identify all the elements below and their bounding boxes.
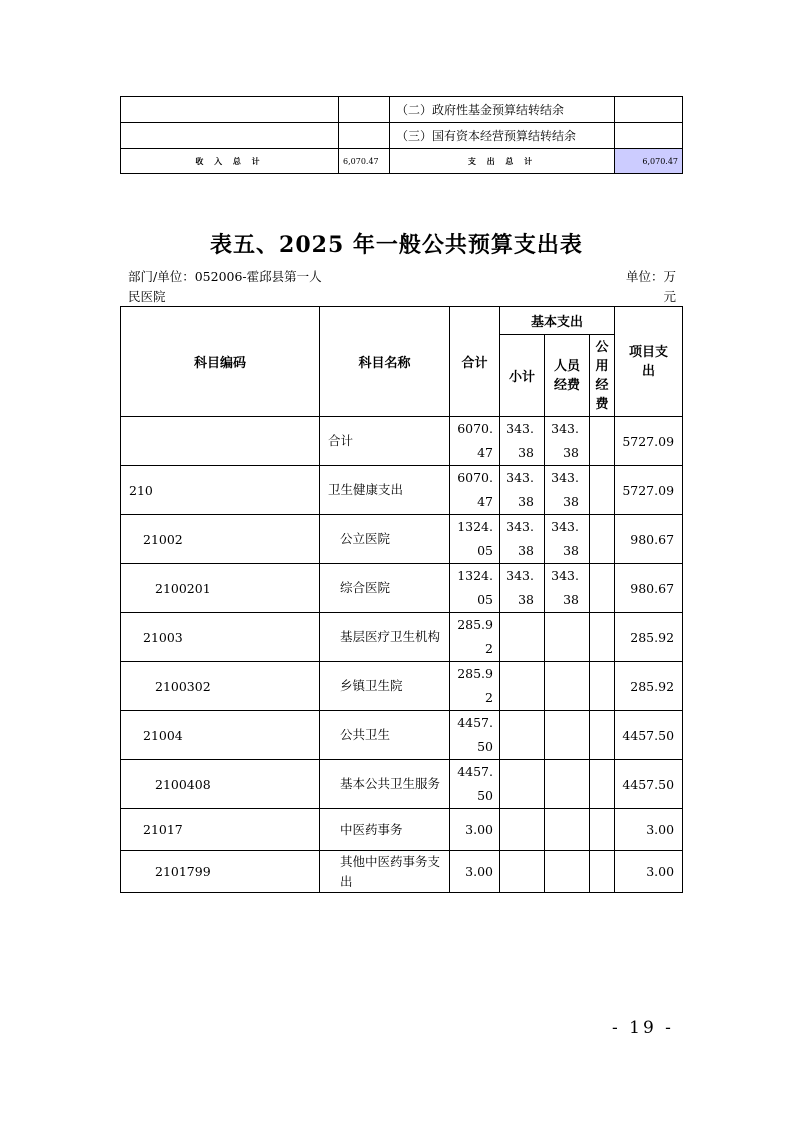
- cell-public: [590, 662, 615, 711]
- cell-personnel: 343.38: [545, 417, 590, 466]
- page-title: 表五、2025 年一般公共预算支出表: [210, 232, 583, 258]
- cell-name: 卫生健康支出: [320, 466, 450, 515]
- cell-subtotal: [500, 851, 545, 893]
- cell-public: [590, 515, 615, 564]
- cell-public: [590, 417, 615, 466]
- cell-name: 乡镇卫生院: [320, 662, 450, 711]
- cell-code: 2101799: [121, 851, 320, 893]
- cell-subtotal: [500, 662, 545, 711]
- cell-project: 3.00: [615, 809, 683, 851]
- unit-label: 单位：万元: [625, 269, 676, 304]
- previous-table-continuation: [120, 96, 683, 174]
- cell-public: [590, 613, 615, 662]
- cell-public: [590, 711, 615, 760]
- cell-subtotal: 343.38: [500, 466, 545, 515]
- cell-code: 2100302: [121, 662, 320, 711]
- cell-code: 21002: [121, 515, 320, 564]
- cell-project: 285.92: [615, 662, 683, 711]
- cell-code: 21004: [121, 711, 320, 760]
- table-row: [121, 417, 683, 466]
- cell-subtotal: 343.38: [500, 564, 545, 613]
- header-personnel: 人员经费: [545, 335, 590, 417]
- cell-code: 21017: [121, 809, 320, 851]
- cell-name: 其他中医药事务支出: [320, 851, 450, 893]
- cell-name: 公立医院: [320, 515, 450, 564]
- row-label: （二）政府性基金预算结转结余: [390, 97, 615, 123]
- cell-project: 3.00: [615, 851, 683, 893]
- header-public: 公用经费: [590, 335, 615, 417]
- cell-personnel: [545, 851, 590, 893]
- cell-total: 1324.05: [450, 515, 500, 564]
- income-total-value: 6,070.47: [339, 149, 390, 174]
- cell-personnel: [545, 662, 590, 711]
- expense-total-label: 支 出 总 计: [390, 149, 615, 174]
- table-row: [121, 564, 683, 613]
- cell-public: [590, 564, 615, 613]
- header-name: 科目名称: [320, 307, 450, 417]
- table-row: [121, 515, 683, 564]
- cell-total: 3.00: [450, 809, 500, 851]
- header-subtotal: 小计: [500, 335, 545, 417]
- table-row: [121, 809, 683, 851]
- cell-personnel: [545, 613, 590, 662]
- cell-public: [590, 760, 615, 809]
- header-code: 科目编码: [121, 307, 320, 417]
- cell-code: [121, 417, 320, 466]
- cell-code: 2100408: [121, 760, 320, 809]
- header-basic: 基本支出: [500, 307, 615, 335]
- cell-subtotal: 343.38: [500, 417, 545, 466]
- cell-name: 公共卫生: [320, 711, 450, 760]
- cell-personnel: 343.38: [545, 466, 590, 515]
- cell-public: [590, 809, 615, 851]
- cell-subtotal: 343.38: [500, 515, 545, 564]
- cell-personnel: 343.38: [545, 515, 590, 564]
- cell-subtotal: [500, 760, 545, 809]
- cell-project: 980.67: [615, 515, 683, 564]
- cell-total: 285.92: [450, 662, 500, 711]
- cell-name: 中医药事务: [320, 809, 450, 851]
- table-row: [121, 466, 683, 515]
- cell-project: 5727.09: [615, 417, 683, 466]
- table-row: [121, 760, 683, 809]
- table-row: [121, 711, 683, 760]
- cell-project: 4457.50: [615, 711, 683, 760]
- cell-name: 基层医疗卫生机构: [320, 613, 450, 662]
- cell-subtotal: [500, 809, 545, 851]
- cell-total: 6070.47: [450, 417, 500, 466]
- cell-public: [590, 466, 615, 515]
- cell-total: 3.00: [450, 851, 500, 893]
- cell-personnel: [545, 760, 590, 809]
- cell-code: 2100201: [121, 564, 320, 613]
- table-row: [121, 123, 683, 149]
- cell-total: 6070.47: [450, 466, 500, 515]
- cell-project: 980.67: [615, 564, 683, 613]
- budget-expenditure-table: [120, 306, 683, 893]
- total-row: [121, 149, 683, 174]
- cell-code: 210: [121, 466, 320, 515]
- header-total: 合计: [450, 307, 500, 417]
- row-label: （三）国有资本经营预算结转结余: [390, 123, 615, 149]
- income-total-label: 收 入 总 计: [121, 149, 339, 174]
- header-project: 项目支出: [615, 307, 683, 417]
- cell-code: 21003: [121, 613, 320, 662]
- cell-personnel: 343.38: [545, 564, 590, 613]
- table-row: [121, 851, 683, 893]
- cell-name: 基本公共卫生服务: [320, 760, 450, 809]
- page-number: - 19 -: [612, 1018, 674, 1038]
- cell-personnel: [545, 809, 590, 851]
- cell-public: [590, 851, 615, 893]
- cell-name: 综合医院: [320, 564, 450, 613]
- cell-personnel: [545, 711, 590, 760]
- cell-project: 4457.50: [615, 760, 683, 809]
- cell-project: 5727.09: [615, 466, 683, 515]
- table-row: [121, 662, 683, 711]
- table-row: [121, 97, 683, 123]
- expense-total-value: 6,070.47: [615, 149, 683, 174]
- cell-total: 1324.05: [450, 564, 500, 613]
- cell-subtotal: [500, 711, 545, 760]
- cell-total: 4457.50: [450, 711, 500, 760]
- cell-total: 4457.50: [450, 760, 500, 809]
- cell-name: 合计: [320, 417, 450, 466]
- cell-subtotal: [500, 613, 545, 662]
- department-label: 部门/单位：052006-霍邱县第一人民医院: [128, 269, 322, 304]
- cell-project: 285.92: [615, 613, 683, 662]
- cell-total: 285.92: [450, 613, 500, 662]
- table-row: [121, 613, 683, 662]
